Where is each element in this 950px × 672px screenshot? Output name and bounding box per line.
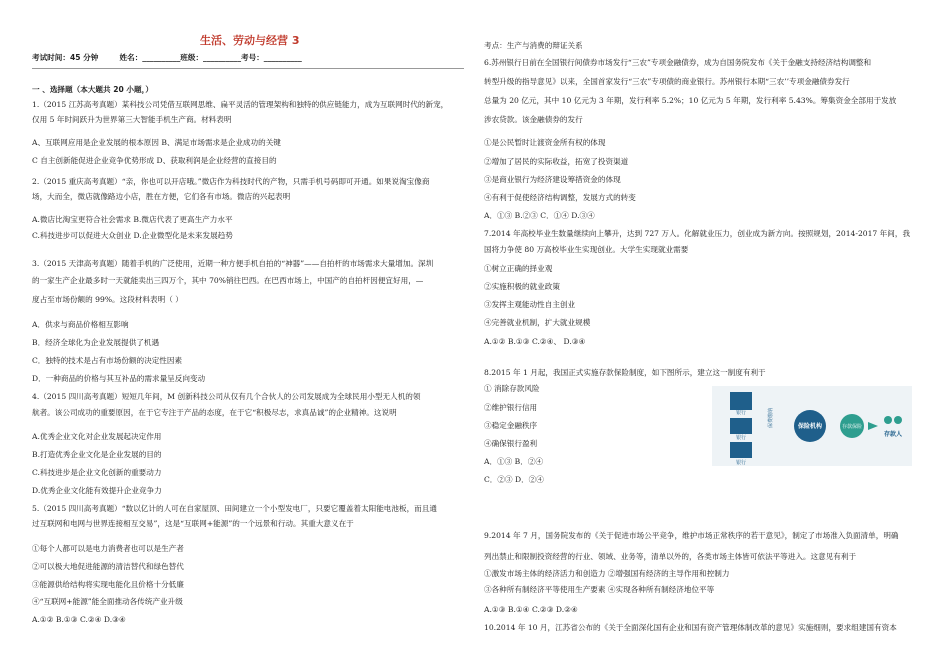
depositor-icon (894, 416, 902, 424)
text-line: C．独特的技术是占有市场份额的决定性因素 (32, 356, 183, 365)
text-line: ④确保银行盈利 (484, 439, 538, 448)
text-line: ④完善就业机制，扩大就业规模 (484, 318, 591, 327)
text-line: ④有利于促使经济结构调整，发展方式的转变 (484, 193, 636, 202)
text-line: 9.2014 年 7 月，国务院发布的《关于促进市场公平竞争，维护市场正常秩序的若干意见》，制定了市场准入负面清单，明确 (484, 531, 899, 540)
premium-label: 保费缴纳 (768, 407, 774, 428)
text-line: A.微店比淘宝更符合社会需求 B.微店代表了更高生产力水平 (32, 215, 233, 224)
text-line: 度占至市场份额的 99%。这段材料表明（ ） (32, 295, 183, 304)
text-line: ②可以极大地促进能源的清洁替代和绿色替代 (32, 562, 184, 571)
text-line: 过互联网和电网与世界连接相互交易”，这是“互联网+能源”的一个远景和行动。其重大意义在于 (32, 519, 354, 528)
depositor-icon (884, 416, 892, 424)
text-line: 考点：生产与消费的辩证关系 (484, 41, 583, 50)
text-line: 航者。该公司成功的重要原因，在于它专注于产品的态度，在于它“积极尽志，求真品诚”的企业精神。这说明 (32, 408, 397, 417)
bank-icon (730, 418, 752, 434)
text-line: ③各种所有制经济平等使用生产要素 ④实现各种所有制经济地位平等 (484, 585, 715, 594)
insurance-agency-label: 保险机构 (797, 423, 823, 430)
text-line: D．一种商品的价格与其互补品的需求量呈反向变动 (32, 374, 206, 383)
text-line: A．①③ B．②④ (484, 457, 544, 466)
header-rule (32, 68, 464, 69)
text-line: 仅用 5 年时间跃升为世界第三大智能手机生产商。材料表明 (32, 115, 232, 124)
text-line: ③能源供给结构将实现电能化且价格十分低廉 (32, 580, 184, 589)
section-heading: 一 、选择题（本大题共 20 小题，） (32, 85, 154, 94)
text-line: 列出禁止和限制投资经营的行业、领域、业务等，清单以外的，各类市场主体皆可依法平等进入。这意见有利于 (484, 552, 857, 561)
text-line: ②维护银行信用 (484, 403, 538, 412)
exam-info-line: 考试时间：45 分钟 姓名：__________班级：__________考号：__________ (32, 53, 302, 62)
text-line: ① 消除存款风险 (484, 384, 540, 393)
bank-label-2: 银行 (735, 435, 747, 441)
text-line: 的一家生产企业最多时一天就能卖出三四万个，其中 70%销往巴西。在巴西市场上，中国产的自拍杆因便宜好用，— (32, 276, 424, 285)
text-line: 7.2014 年高校毕业生数量继续向上攀升，达到 727 万人。化解就业压力，创业成为新方向。按照规划，2014-2017 年间，我 (484, 229, 911, 238)
page-title: 生活、劳动与经营 3 (200, 34, 300, 47)
text-line: 5.（2015 四川高考真题）“数以亿计的人可在自家屋顶、田间建立一个小型发电厂，只要它覆盖着太阳能电池板，而且通 (32, 504, 437, 513)
text-line: 总量为 20 亿元，其中 10 亿元为 3 年期，发行利率 5.2%；10 亿元为 5 年期，发行利率 5.43%。筹集资金全部用于发放 (484, 96, 897, 105)
text-line: 涉农贷款。该金融债券的发行 (484, 115, 583, 124)
text-line: A.优秀企业文化对企业发展起决定作用 (32, 432, 162, 441)
text-line: A.①② B.①③ C.②④ D.③④ (32, 615, 126, 624)
text-line: B．经济全球化为企业发展提供了机遇 (32, 338, 160, 347)
text-line: 10.2014 年 10 月，江苏省公布的《关于全面深化国有企业和国有资产管理体制改革的意见》实施细则，要求组建国有资本 (484, 623, 897, 632)
text-line: 场，大而全，微店就像路边小店，胜在方便，它们各有市场。微店的兴起表明 (32, 192, 291, 201)
text-line: 4.（2015 四川高考真题）短短几年间，M 创新科技公司从仅有几个合伙人的公司发展成为全球民用小型无人机的领 (32, 392, 421, 401)
bank-label-1: 银行 (735, 410, 747, 416)
guarantee-label: 存款保险 (841, 424, 863, 430)
text-line: D.优秀企业文化能有效提升企业竞争力 (32, 486, 162, 495)
depositor-label: 存款人 (883, 431, 903, 438)
bank-label-3: 银行 (735, 460, 747, 466)
text-line: ③稳定金融秩序 (484, 421, 538, 430)
text-line: A．①③ B.②③ C．①④ D.③④ (484, 211, 595, 220)
text-line: ①是公民暂时让渡资金所有权的体现 (484, 138, 606, 147)
text-line: ②实施积极的就业政策 (484, 282, 560, 291)
text-line: 3.（2015 天津高考真题）随着手机的广泛使用，近期一种方便手机自拍的“神器”——自拍杆的市场需求大量增加。深圳 (32, 259, 434, 268)
text-line: 转型升级的指导意见》以来，全国首家发行“三农”专项债的商业银行。苏州银行本期“三农’’专项金融债券发行 (484, 77, 850, 86)
bank-icon (730, 392, 752, 410)
text-line: ②增加了居民的实际收益，拓宽了投资渠道 (484, 157, 629, 166)
text-line: 1.（2015 江苏高考真题）某科技公司凭借互联网思维、扁平灵活的管理架构和独特的供应链能力，成为互联网时代的新宠， (32, 100, 449, 109)
text-line: A．供求与商品价格相互影响 (32, 320, 129, 329)
bank-icon (730, 442, 752, 458)
text-line: C.科技进步是企业文化创新的重要动力 (32, 468, 162, 477)
text-line: ①每个人都可以是电力消费者也可以是生产者 (32, 544, 184, 553)
text-line: ③是商业银行为经济建设筹措资金的体现 (484, 175, 621, 184)
text-line: 国将力争使 80 万高校毕业生实现创业。大学生实现就业需要 (484, 245, 689, 254)
text-line: 8.2015 年 1 月起，我国正式实施存款保险制度，如下图所示，建立这一制度有利于 (484, 368, 766, 377)
text-line: 6.苏州银行日前在全国银行间债券市场发行“三农”专项金融债券，成为自国务院发布《关于金融支持经济结构调整和 (484, 58, 872, 67)
text-line: C．②③ D．②④ (484, 475, 544, 484)
text-line: A.①② B.①③ C.②④、 D.③④ (484, 337, 586, 346)
text-line: ③发挥主观能动性自主创业 (484, 300, 576, 309)
text-line: C 自主创新能促进企业竞争优势形成 D、获取利润是企业经营的直接目的 (32, 156, 277, 165)
deposit-insurance-diagram (712, 386, 912, 466)
text-line: C.科技进步可以促进大众创业 D.企业微型化是未来发展趋势 (32, 231, 233, 240)
text-line: A.①③ B.①④ C.②③ D.②④ (484, 605, 578, 614)
text-line: 2.（2015 重庆高考真题）“亲，你也可以开店哦。”微店作为科技时代的产物，只需手机号码即可开通。如果说淘宝像商 (32, 177, 430, 186)
text-line: ④“互联网+能源”能全面推动各传统产业升级 (32, 597, 183, 606)
text-line: ①树立正确的择业观 (484, 264, 553, 273)
text-line: B.打造优秀企业文化是企业发展的目的 (32, 450, 162, 459)
text-line: ①激发市场主体的经济活力和创造力 ②增强国有经济的主导作用和控制力 (484, 569, 730, 578)
text-line: A、互联网应用是企业发展的根本原因 B、满足市场需求是企业成功的关键 (32, 138, 281, 147)
